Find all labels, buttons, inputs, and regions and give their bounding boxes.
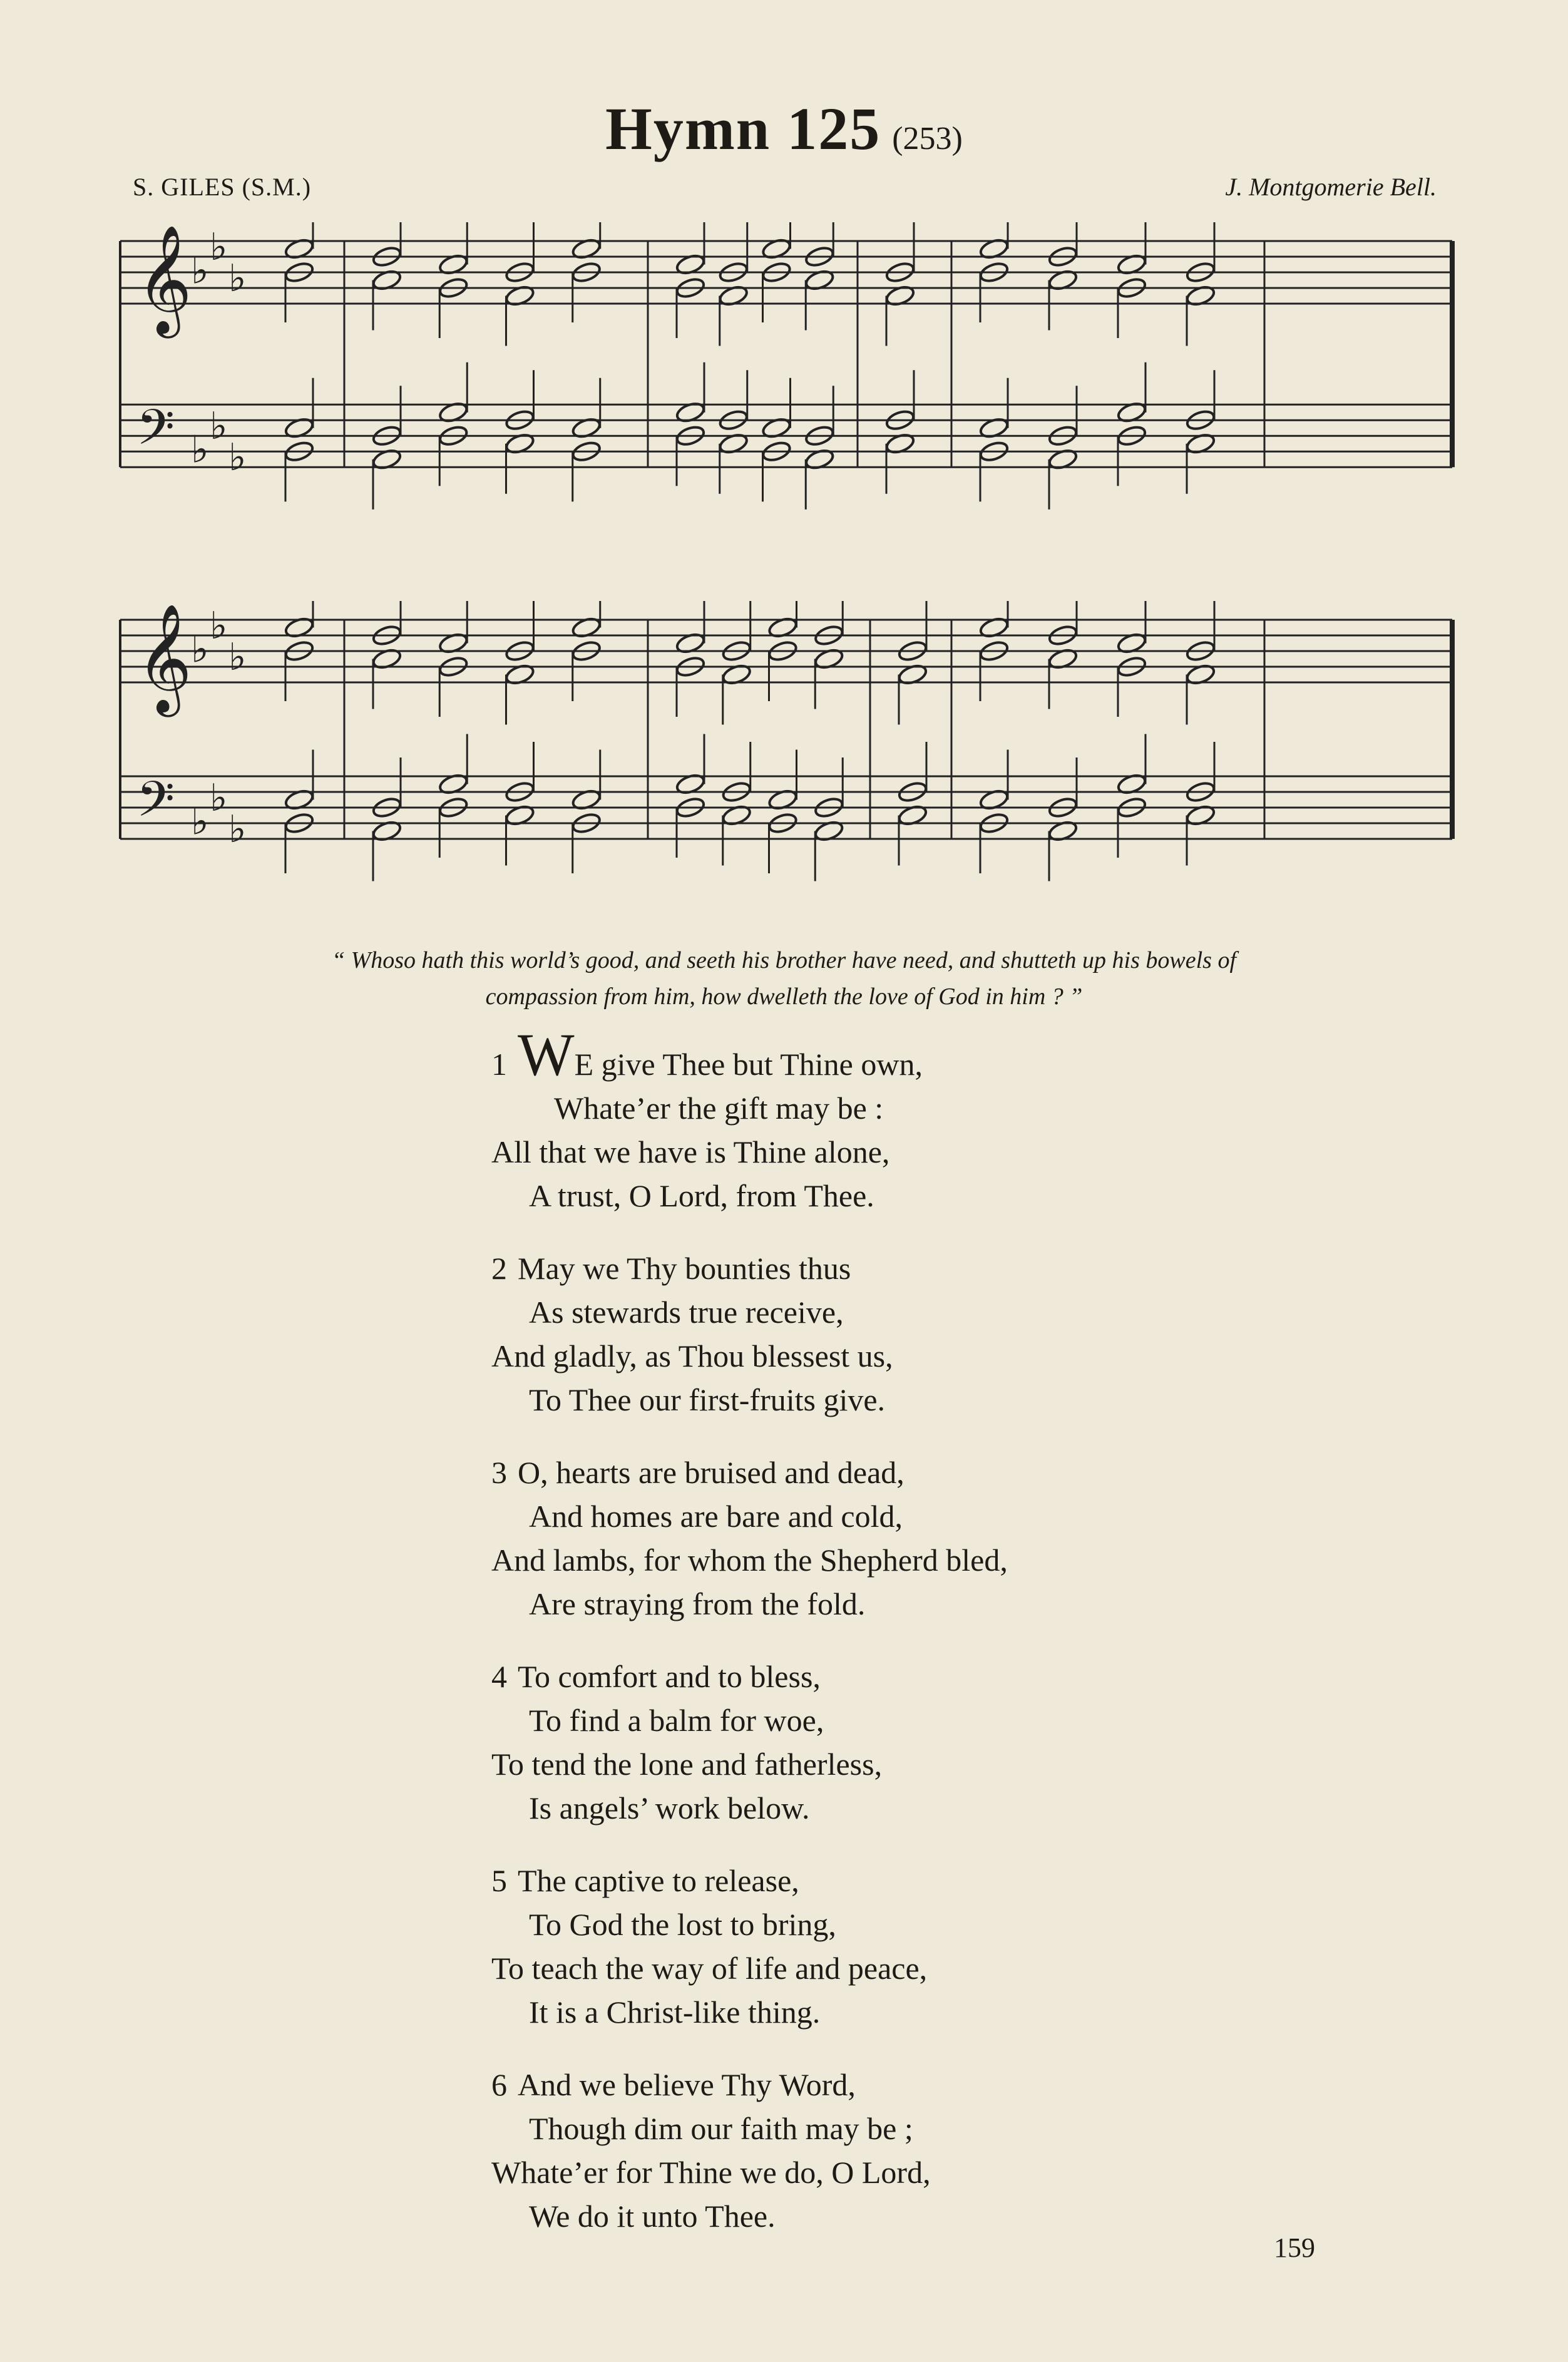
verse-line: And lambs, for whom the Shepherd bled,	[491, 1543, 1008, 1578]
verse-4	[491, 1655, 1305, 1830]
verse-number: 2	[491, 1251, 507, 1286]
bass-clef: 𝄢	[136, 399, 175, 469]
flat-sign: ♭	[191, 799, 209, 844]
verse-line-text: E give Thee but Thine own,	[574, 1047, 923, 1082]
verse-line: A trust, O Lord, from Thee.	[529, 1178, 874, 1213]
verse-5	[491, 1859, 1305, 2034]
verse-2	[491, 1246, 1305, 1422]
bass-clef: 𝄢	[136, 771, 175, 840]
flat-sign: ♭	[228, 257, 247, 300]
verse-line: Is angels’ work below.	[529, 1790, 810, 1825]
tune-name: S. GILES (S.M.)	[133, 173, 312, 201]
verse-line: To Thee our first-fruits give.	[529, 1382, 886, 1417]
epigraph-line-2: compassion from him, how dwelleth the love of God in him ? ”	[485, 983, 1083, 1010]
verse-6	[491, 2063, 1305, 2238]
verse-line: We do it unto Thee.	[529, 2199, 776, 2234]
verse-line: All that we have is Thine alone,	[491, 1134, 890, 1169]
verse-line-text: O, hearts are bruised and dead,	[518, 1455, 904, 1490]
verse-number: 1	[491, 1047, 507, 1082]
verse-line: And gladly, as Thou blessest us,	[491, 1338, 893, 1374]
author-name: J. Montgomerie Bell.	[1225, 173, 1437, 201]
verse-number: 3	[491, 1455, 507, 1490]
music-system-2	[119, 601, 1455, 914]
verses	[491, 1021, 1305, 2267]
verse-1	[491, 1021, 1305, 1218]
drop-cap: W	[518, 1021, 575, 1088]
verse-line: To teach the way of life and peace,	[491, 1951, 928, 1986]
hymn-title: Hymn 125	[605, 95, 881, 162]
flat-sign: ♭	[228, 808, 247, 851]
verse-line-text: To comfort and to bless,	[518, 1659, 821, 1694]
page-title	[0, 94, 1568, 163]
music-score-1	[119, 222, 1455, 548]
treble-clef: 𝄞	[136, 225, 192, 334]
verse-line	[491, 2063, 1305, 2107]
verse-line: As stewards true receive,	[529, 1295, 844, 1330]
flat-sign: ♭	[191, 249, 209, 293]
verse-number: 4	[491, 1659, 507, 1694]
verse-line	[491, 1655, 1305, 1698]
flat-sign: ♭	[191, 428, 209, 472]
flat-sign: ♭	[210, 776, 228, 820]
treble-clef: 𝄞	[136, 603, 192, 712]
verse-line-text: And we believe Thy Word,	[518, 2067, 856, 2102]
page-number: 159	[1274, 2232, 1315, 2263]
verse-number: 6	[491, 2067, 507, 2102]
verse-number: 5	[491, 1863, 507, 1898]
old-hymn-number: (253)	[892, 121, 963, 157]
verse-line: To find a balm for woe,	[529, 1703, 824, 1738]
verse-line: Though dim our faith may be ;	[529, 2111, 913, 2146]
music-score-2	[119, 601, 1455, 914]
verse-line: Whate’er the gift may be :	[554, 1091, 884, 1126]
verse-line	[491, 1859, 1305, 1902]
verse-line: Whate’er for Thine we do, O Lord,	[491, 2155, 931, 2190]
verse-line-text: May we Thy bounties thus	[518, 1251, 851, 1286]
verse-line: To tend the lone and fatherless,	[491, 1747, 883, 1782]
verse-line	[491, 1451, 1305, 1494]
flat-sign: ♭	[210, 225, 228, 269]
music-system-1	[119, 222, 1455, 548]
scripture-epigraph	[163, 942, 1405, 1015]
flat-sign: ♭	[228, 436, 247, 480]
epigraph-line-1: “ Whoso hath this world’s good, and seeth his brother have need, and shutteth up his bowels of	[331, 947, 1237, 973]
flat-sign: ♭	[210, 604, 228, 648]
verse-line: And homes are bare and cold,	[529, 1499, 903, 1534]
flat-sign: ♭	[228, 635, 247, 679]
verse-line: It is a Christ-like thing.	[529, 1995, 821, 2030]
flat-sign: ♭	[191, 627, 209, 672]
verse-line-text: The captive to release,	[518, 1863, 799, 1898]
verse-line	[491, 1021, 1305, 1088]
verse-line	[491, 1246, 1305, 1290]
verse-line: To God the lost to bring,	[529, 1907, 836, 1942]
flat-sign: ♭	[210, 404, 228, 449]
verse-line: Are straying from the fold.	[529, 1586, 866, 1621]
verse-3	[491, 1451, 1305, 1626]
